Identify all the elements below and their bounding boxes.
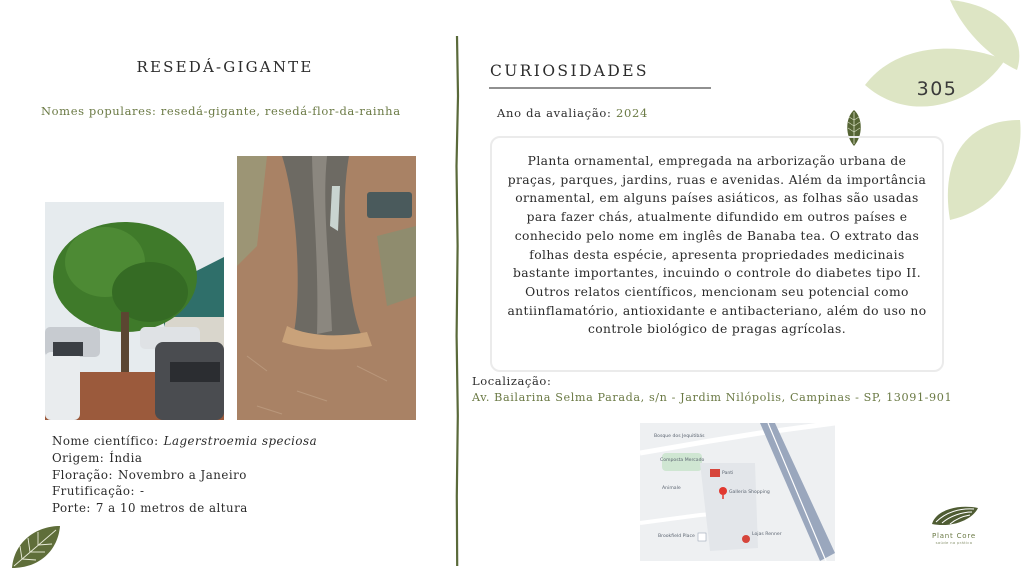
size-label: Porte:: [52, 501, 91, 516]
location-address[interactable]: Av. Bailarina Selma Parada, s/n - Jardim Nilópolis, Campinas - SP, 13091-901: [472, 391, 953, 404]
brand-tagline: saúde na prática: [935, 540, 973, 545]
column-divider: [454, 36, 460, 566]
map-label-panti: Panti: [722, 471, 734, 476]
page-number: 305: [916, 78, 958, 100]
evaluation-year-value: 2024: [615, 106, 649, 120]
tree-photo: [45, 202, 224, 420]
brand-name: Plant Core: [931, 532, 977, 540]
flowering-label: Floração:: [52, 467, 113, 482]
plant-facts: [52, 433, 317, 517]
fruiting-label: Frutificação:: [52, 484, 135, 499]
origin-row: [52, 450, 317, 467]
trunk-photo: [237, 156, 416, 420]
fruiting-row: [52, 483, 317, 500]
brand-logo: [918, 502, 990, 552]
map-label-galleria: Galleria Shopping: [729, 490, 770, 495]
scientific-name-value: Lagerstroemia speciosa: [163, 434, 318, 448]
decorative-leaf-icon: [8, 522, 62, 572]
size-row: [52, 500, 317, 517]
origin-value: Índia: [109, 450, 143, 465]
map-label-parque: Bosque dos Jequitibás: [654, 434, 705, 439]
map-label-animale: Animale: [662, 486, 681, 491]
curiosities-box: [490, 136, 944, 372]
scientific-name-row: [52, 433, 317, 450]
size-value: 7 a 10 metros de altura: [95, 501, 248, 516]
map-label-lojas: Lojas Renner: [752, 532, 782, 537]
curiosities-text: Planta ornamental, empregada na arborização urbana de praças, parques, jardins, ruas e avenidas. Além da importância ornamental, em alguns países asiáticos, as folhas são usadas para fazer chás, atualmente difundido em outros países e conhecido pelo nome em inglês de Banaba tea. O extrato das folhas desta espécie, apresenta propriedades medicinais bastante importantes, incuindo o controle do diabetes tipo II. Outros relatos científicos, mencionam seu potencial como antiinflamatório, antioxidante e antibacteriano, além do uso no controle biológico de pragas agrícolas.: [507, 154, 927, 337]
map-label-composta: Composta Mercado: [660, 458, 705, 463]
plant-title: RESEDÁ-GIGANTE: [136, 58, 314, 76]
flowering-value: Novembro a Janeiro: [117, 467, 247, 482]
location-map[interactable]: [640, 423, 835, 561]
curiosities-title: CURIOSIDADES: [490, 62, 649, 80]
title-underline: [489, 86, 711, 90]
map-label-brookfield: Brookfield Place: [658, 534, 695, 539]
fruiting-value: -: [139, 484, 145, 499]
popular-names: Nomes populares: resedá-gigante, resedá-flor-da-rainha: [41, 104, 401, 118]
scientific-name-label: Nome científico:: [52, 434, 159, 448]
evaluation-year-label: Ano da avaliação:: [497, 106, 612, 120]
flowering-row: [52, 467, 317, 484]
location-label: Localização:: [472, 374, 552, 388]
brand-leaf-icon: [928, 502, 980, 528]
evaluation-year: [497, 106, 648, 120]
origin-label: Origem:: [52, 450, 105, 465]
